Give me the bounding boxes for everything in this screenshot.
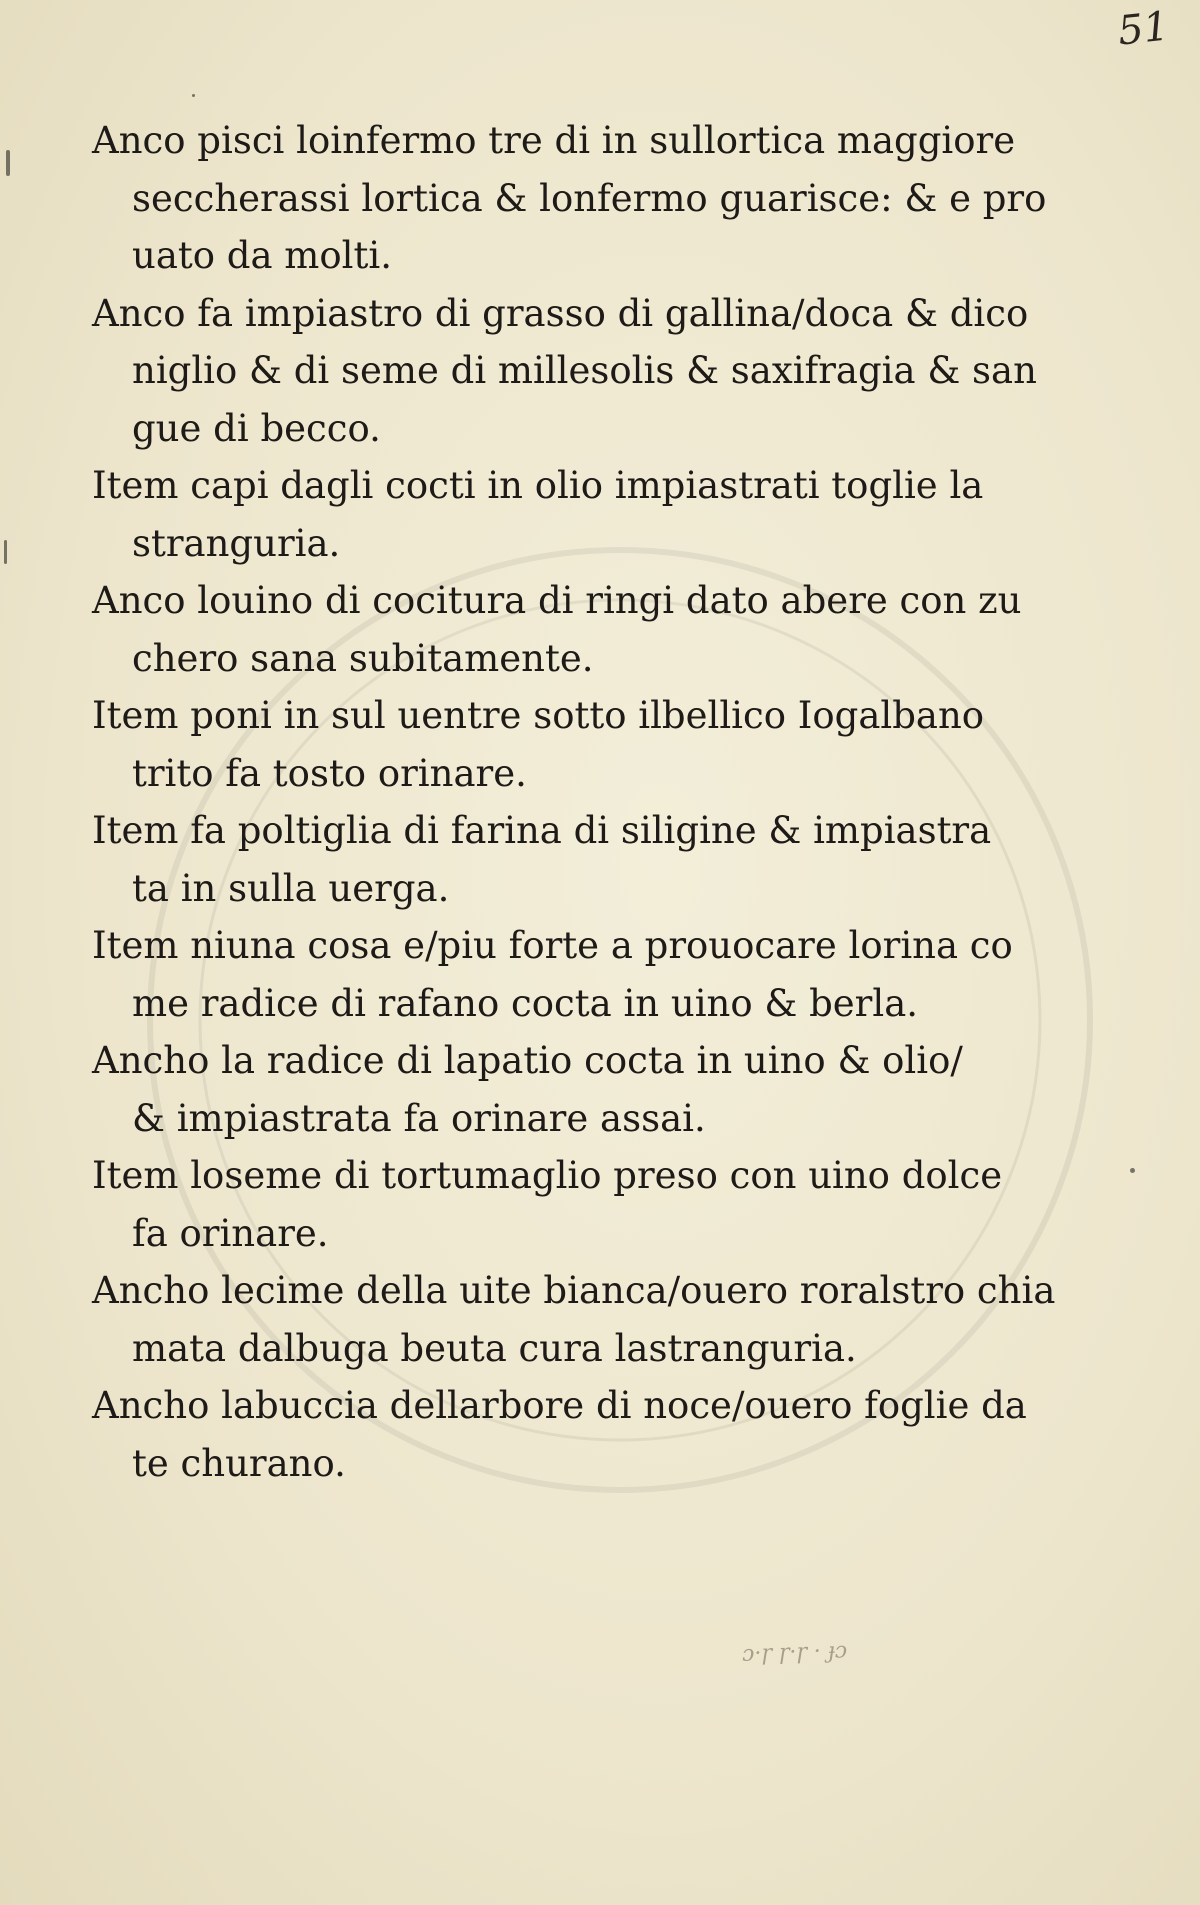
- entry-continuation-line: fa orinare.: [132, 1211, 329, 1255]
- ink-dot: [1130, 1168, 1135, 1173]
- recipe-entry: [92, 802, 1092, 917]
- recipe-entry: [92, 1262, 1092, 1377]
- entry-continuation-line: seccherassi lortica & lonfermo guarisce: & e pro: [132, 176, 1047, 220]
- entry-first-line: Anco louino di cocitura di ringi dato abere con zu: [92, 579, 1022, 622]
- recipe-entry: [92, 457, 1092, 572]
- entry-continuation-line: & impiastrata fa orinare assai.: [132, 1096, 706, 1140]
- ink-dot: [192, 94, 195, 97]
- recipe-entry: [92, 917, 1092, 1032]
- entry-continuation-line: chero sana subitamente.: [132, 636, 594, 680]
- entry-continuation-line: niglio & di seme di millesolis & saxifragia & san: [132, 349, 1037, 392]
- entry-continuation-line: mata dalbuga beuta cura lastranguria.: [132, 1326, 857, 1370]
- entry-first-line: Item capi dagli cocti in olio impiastrati toglie la: [92, 464, 984, 507]
- marginal-annotation: ɔ·ɼ ɼ·ɼ · ɟɔ: [741, 1638, 848, 1667]
- recipe-entry: [92, 687, 1092, 802]
- entry-first-line: Anco fa impiastro di grasso di gallina/doca & dico: [92, 291, 1029, 335]
- recipe-entry: [92, 112, 1092, 285]
- entry-first-line: Item fa poltiglia di farina di siligine & impiastra: [92, 809, 992, 852]
- ink-dot: [6, 150, 10, 176]
- entry-continuation-line: gue di becco.: [132, 406, 381, 450]
- recipe-entry: [92, 572, 1092, 687]
- entry-first-line: Item poni in sul uentre sotto ilbellico Iogalbano: [92, 694, 985, 737]
- recipe-entry: [92, 1032, 1092, 1147]
- entry-continuation-line: me radice di rafano cocta in uino & berla.: [132, 981, 919, 1025]
- entry-continuation-line: uato da molti.: [132, 234, 392, 277]
- entry-first-line: Ancho lecime della uite bianca/ouero roralstro chia: [92, 1269, 1056, 1312]
- recipe-entry: [92, 285, 1092, 458]
- entry-continuation-line: stranguria.: [132, 521, 341, 565]
- entry-continuation-line: te churano.: [132, 1441, 346, 1485]
- folio-number: 51: [1115, 3, 1172, 55]
- entry-first-line: Ancho la radice di lapatio cocta in uino & olio/: [92, 1039, 963, 1082]
- recipe-entry: [92, 1147, 1092, 1262]
- entry-first-line: Item niuna cosa e/piu forte a prouocare lorina co: [92, 924, 1013, 967]
- ink-dot: [4, 540, 7, 564]
- entry-first-line: Anco pisci loinfermo tre di in sullortica maggiore: [92, 119, 1016, 162]
- entry-continuation-line: ta in sulla uerga.: [132, 866, 450, 910]
- text-block: [92, 112, 1092, 1492]
- recipe-entry: [92, 1377, 1092, 1492]
- entry-continuation-line: trito fa tosto orinare.: [132, 751, 527, 795]
- entry-first-line: Ancho labuccia dellarbore di noce/ouero foglie da: [92, 1384, 1027, 1427]
- entry-first-line: Item loseme di tortumaglio preso con uino dolce: [92, 1154, 1003, 1197]
